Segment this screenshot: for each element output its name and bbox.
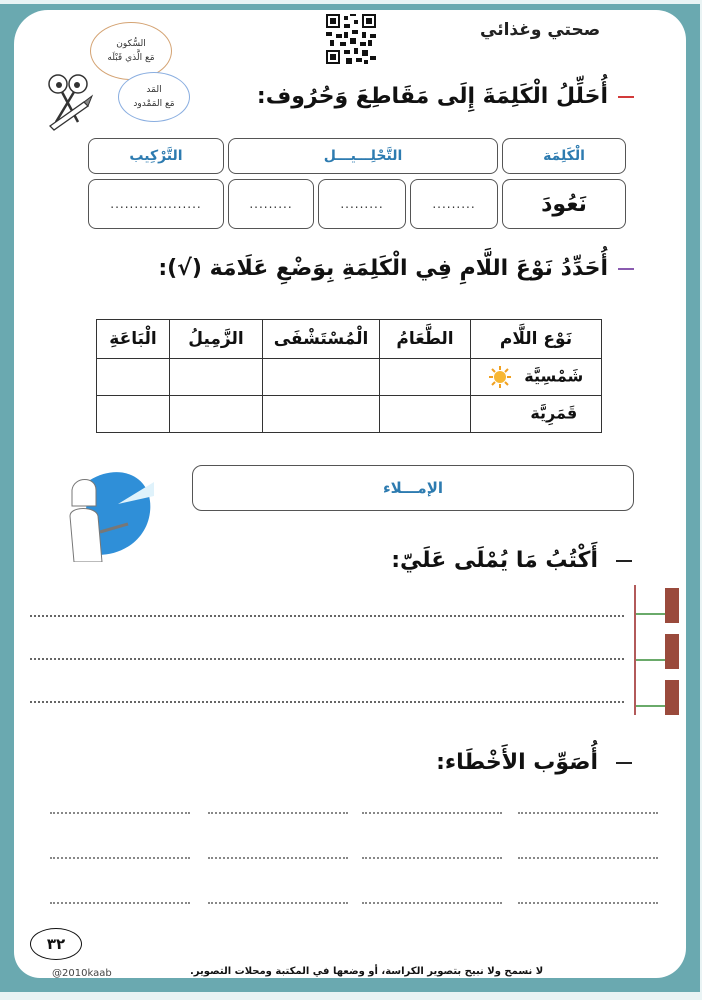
bubble-text: السُّكون [116,39,146,49]
credit-handle: @2010kaab [52,968,112,979]
instruction-text: أُحَلِّلُ الْكَلِمَةَ إِلَى مَقَاطِعَ وَحُرُوف: [256,84,608,109]
checkbox-cell[interactable] [263,359,380,396]
header-label: التَّرْكِيب [129,148,183,164]
checkbox-cell[interactable] [97,359,170,396]
correction-blank[interactable] [362,902,502,904]
checkbox-cell[interactable] [97,396,170,433]
header-label: التَّحْلِـــيـــل [323,148,403,164]
bullet-dash [616,762,632,764]
header-analysis [228,138,498,174]
lam-type-table [96,319,602,433]
word-cell [502,179,626,229]
row-label: شَمْسِيَّة [524,366,584,386]
correction-blank[interactable] [208,857,348,859]
instruction-analyze-word [257,84,634,109]
checkbox-cell[interactable] [170,359,263,396]
bookmark-tab [665,680,679,715]
checkbox-cell[interactable] [263,396,380,433]
dictation-line-1[interactable] [30,615,624,617]
page-number [30,928,82,960]
table-corner-cell: نَوْع اللَّام [471,320,602,359]
analysis-blank-2[interactable] [318,179,406,229]
correction-blank[interactable] [362,812,502,814]
analysis-blank-1[interactable] [410,179,498,229]
tab-connector [636,613,666,615]
table-row [97,359,602,396]
bubble-text: مَع الَّذي قَبْلَه [107,53,155,63]
checkbox-cell[interactable] [380,396,471,433]
margin-line [634,585,636,715]
checkbox-cell[interactable] [170,396,263,433]
header-word [502,138,626,174]
instruction-dictation [391,548,632,573]
qr-code-icon [326,13,376,65]
dictation-title: الإمـــلاء [382,479,444,497]
tab-connector [636,705,666,707]
analysis-blank-3[interactable] [228,179,314,229]
word-text: نَعُودَ [541,191,587,217]
column-header: الْبَاعَةِ [97,320,170,359]
instruction-lam-type [158,256,634,281]
bubble-text: المَد [146,85,162,95]
table-header-row [97,320,602,359]
column-header: الْمُسْتَشْفَى [263,320,380,359]
instruction-text: أُصَوِّب الأَخْطَاء: [436,750,598,775]
row-label-shamsiyya [471,359,602,396]
page-title: صحتي وغذائي [480,20,601,40]
tab-connector [636,659,666,661]
bubble-text: مَع المَمْدود [133,99,175,109]
checkbox-cell[interactable] [380,359,471,396]
moon-icon [495,403,517,425]
header-synthesis [88,138,224,174]
speech-bubble-sukun [90,22,172,80]
sun-icon [489,366,511,388]
dictation-line-3[interactable] [30,701,624,703]
correction-blank[interactable] [518,812,658,814]
dictation-line-2[interactable] [30,658,624,660]
correction-blank[interactable] [208,812,348,814]
speech-bubble-madd [118,72,190,122]
table-row [97,396,602,433]
instruction-text: أَكْتُبُ مَا يُمْلَى عَلَيّ: [391,548,598,573]
header-label: الْكَلِمَة [543,148,585,164]
instruction-corrections [436,750,632,775]
bookmark-tab [665,634,679,669]
synthesis-blank[interactable] [88,179,224,229]
scissors-pencil-mascot-icon [44,72,96,132]
bullet-dash [618,96,634,98]
row-label: قَمَرِيَّة [530,403,578,423]
column-header: الطَّعَامُ [380,320,471,359]
correction-blank[interactable] [518,902,658,904]
blank-dots: ......... [432,197,476,211]
dictation-title-box [192,465,634,511]
correction-blank[interactable] [50,857,190,859]
blank-dots: ................... [110,197,202,211]
correction-blank[interactable] [50,902,190,904]
instruction-text: أُحَدِّدُ نَوْعَ اللَّامِ فِي الْكَلِمَةِ بِوَضْعِ عَلَامَة (√): [158,256,608,281]
blank-dots: ......... [249,197,293,211]
bullet-dash [616,560,632,562]
correction-blank[interactable] [208,902,348,904]
column-header: الزَّمِيلُ [170,320,263,359]
bookmark-tab [665,588,679,623]
correction-blank[interactable] [50,812,190,814]
row-label-qamariyya [471,396,602,433]
bullet-dash [618,268,634,270]
page-number-text: ٣٢ [46,935,66,953]
correction-blank[interactable] [518,857,658,859]
correction-blank[interactable] [362,857,502,859]
blank-dots: ......... [340,197,384,211]
teacher-illustration-icon [50,466,154,562]
copyright-notice: لا نسمح ولا نبيح بتصوير الكراسة، أو وضعها في المكتبة ومحلات التصوير. [190,966,544,977]
